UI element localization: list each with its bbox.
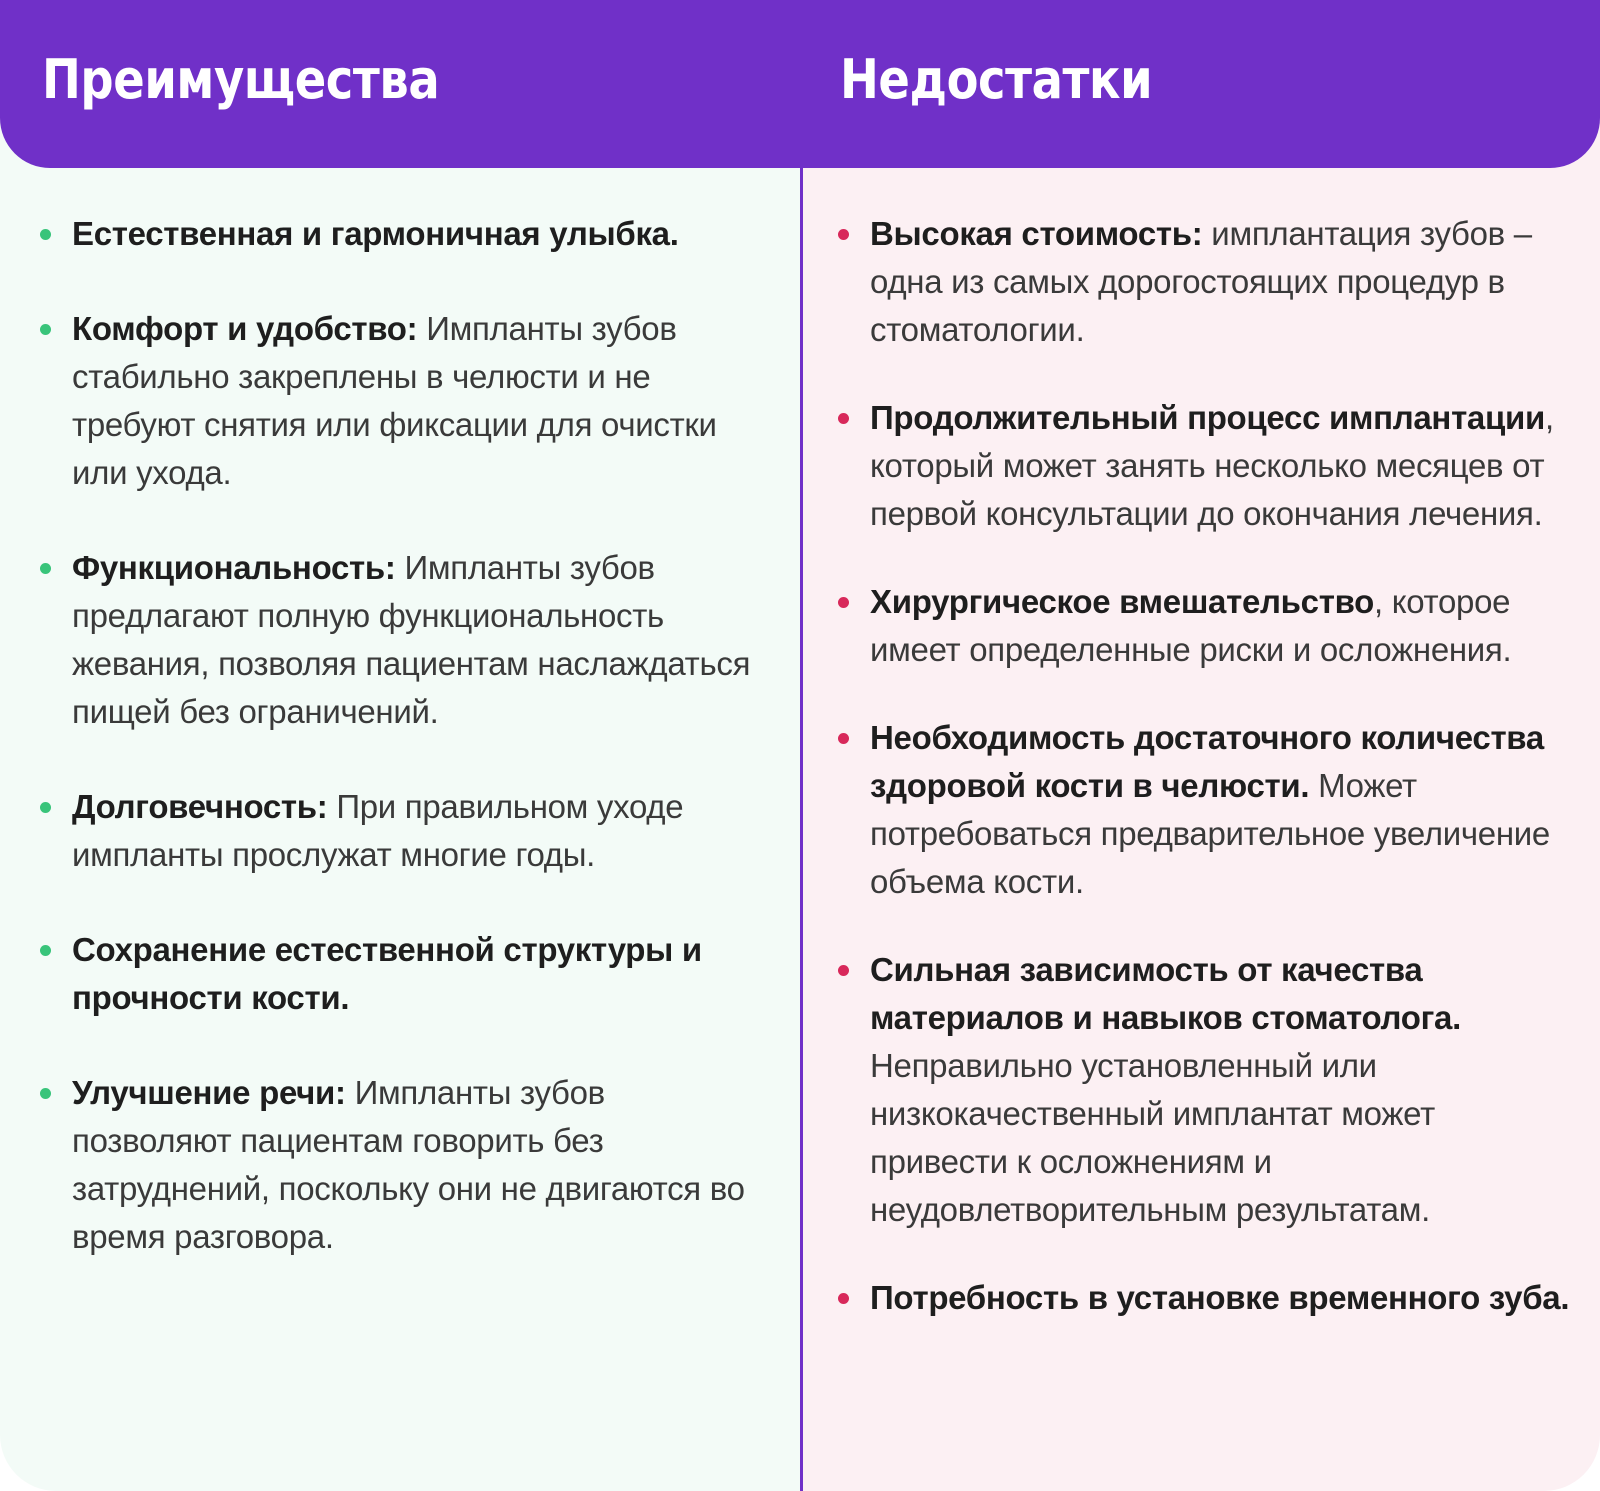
column-divider: [800, 160, 803, 1491]
list-item: [40, 926, 760, 1022]
item-bold-text: Функциональность:: [72, 549, 396, 586]
list-item: [40, 544, 760, 736]
list-item: [40, 783, 760, 879]
item-bold-text: Высокая стоимость:: [870, 215, 1203, 252]
item-text: Импланты зубов предлагают полную функциональность жевания, позволяя пациентам наслаждаться пищей без ограничений.: [72, 549, 751, 730]
item-bold-text: Сохранение естественной структуры и прочности кости.: [72, 931, 702, 1016]
item-bold-text: Продолжительный процесс имплантации: [870, 399, 1545, 436]
advantages-list: [40, 210, 760, 1308]
item-bold-text: Улучшение речи:: [72, 1074, 346, 1111]
item-text: , которое имеет определенные риски и осложнения.: [870, 583, 1512, 668]
list-item: [838, 394, 1578, 538]
item-text: Может потребоваться предварительное увеличение объема кости.: [870, 767, 1550, 900]
green-bullet-icon: [40, 324, 51, 335]
green-bullet-icon: [40, 563, 51, 574]
disadvantages-list: [838, 210, 1578, 1362]
header-bar: [0, 0, 1600, 168]
item-text: При правильном уходе импланты прослужат многие годы.: [72, 788, 684, 873]
list-item: [40, 210, 760, 258]
green-bullet-icon: [40, 802, 51, 813]
red-bullet-icon: [838, 229, 849, 240]
item-bold-text: Потребность в установке временного зуба.: [870, 1279, 1570, 1316]
list-item: [838, 714, 1578, 906]
red-bullet-icon: [838, 597, 849, 608]
red-bullet-icon: [838, 413, 849, 424]
item-text: , который может занять несколько месяцев от первой консультации до окончания лечения.: [870, 399, 1554, 532]
red-bullet-icon: [838, 733, 849, 744]
item-bold-text: Долговечность:: [72, 788, 328, 825]
list-item: [40, 305, 760, 497]
item-text: имплантация зубов – одна из самых дорогостоящих процедур в стоматологии.: [870, 215, 1532, 348]
red-bullet-icon: [838, 1293, 849, 1304]
list-item: [838, 210, 1578, 354]
disadvantages-title: Недостатки: [840, 48, 1153, 111]
green-bullet-icon: [40, 1088, 51, 1099]
item-bold-text: Сильная зависимость от качества материалов и навыков стоматолога.: [870, 951, 1461, 1036]
green-bullet-icon: [40, 945, 51, 956]
advantages-title: Преимущества: [42, 48, 440, 111]
item-bold-text: Естественная и гармоничная улыбка.: [72, 215, 679, 252]
list-item: [40, 1069, 760, 1261]
item-bold-text: Необходимость достаточного количества здоровой кости в челюсти.: [870, 719, 1544, 804]
green-bullet-icon: [40, 229, 51, 240]
list-item: [838, 946, 1578, 1234]
item-text: Неправильно установленный или низкокачественный имплантат может привести к осложнениям и неудовлетворительным результатам.: [870, 1047, 1435, 1228]
list-item: [838, 578, 1578, 674]
red-bullet-icon: [838, 965, 849, 976]
item-bold-text: Хирургическое вмешательство: [870, 583, 1374, 620]
item-bold-text: Комфорт и удобство:: [72, 310, 418, 347]
item-text: Импланты зубов стабильно закреплены в челюсти и не требуют снятия или фиксации для очистки или ухода.: [72, 310, 717, 491]
item-text: Импланты зубов позволяют пациентам говорить без затруднений, поскольку они не двигаются во время разговора.: [72, 1074, 745, 1255]
list-item: [838, 1274, 1578, 1322]
